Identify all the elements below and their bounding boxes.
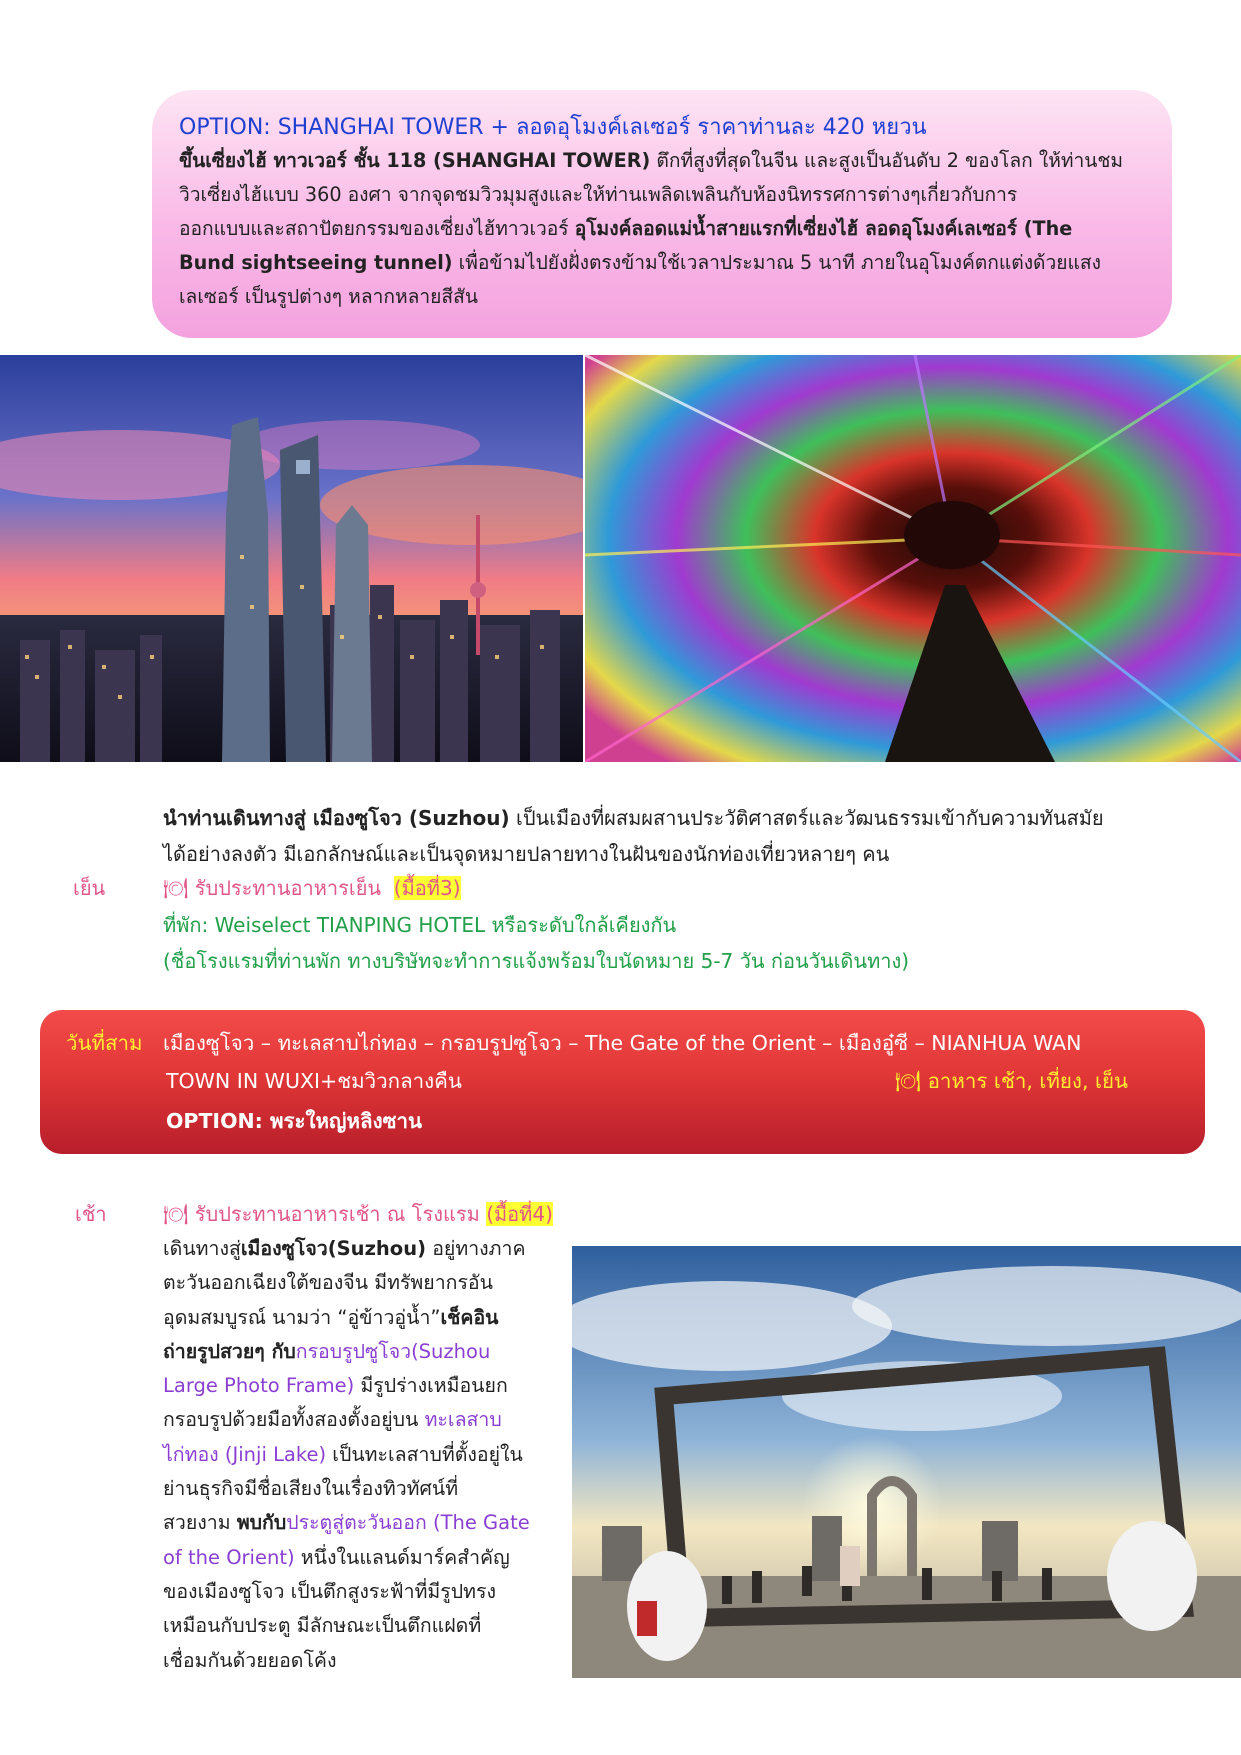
option-line-1: ขึ้นเซี่ยงไฮ้ ทาวเวอร์ ชั้น 118 (SHANGHAI TOWER) ตึกที่สูงที่สุดในจีน และสูงเป็นอันดับ 2 ของโลก ให้ท่านชม (179, 149, 1124, 172)
dinner-meal-line: 🍽 รับประทานอาหารเย็น (มื้อที่3) (163, 876, 461, 900)
evening-time-label: เย็น (73, 876, 106, 900)
meal-number-badge: (มื้อที่3) (393, 876, 461, 900)
suzhou-description (163, 1232, 530, 1678)
option-title: OPTION: SHANGHAI TOWER + ลอดอุโมงค์เลเซอร์ ราคาท่านละ 420 หยวน (179, 115, 927, 140)
morning-time-label: เช้า (75, 1202, 107, 1226)
shanghai-skyline-photo (0, 355, 583, 762)
desc-line: เหมือนกับประตู มีลักษณะเป็นตึกแฝดที่ (163, 1614, 482, 1638)
suzhou-photo-frame-photo (572, 1246, 1241, 1678)
desc-line: ตะวันออกเฉียงใต้ของจีน มีทรัพยากรอัน (163, 1271, 493, 1295)
desc-line: เชื่อมกันด้วยยอดโค้ง (163, 1648, 337, 1672)
desc-line: สวยงาม พบกับประตูสู่ตะวันออก (The Gate (163, 1511, 530, 1535)
option-box (152, 90, 1172, 338)
hotel-line: ที่พัก: Weiselect TIANPING HOTEL หรือระดับใกล้เคียงกัน (163, 913, 677, 937)
hotel-note: (ชื่อโรงแรมที่ท่านพัก ทางบริษัทจะทำการแจ้งพร้อมใบนัดหมาย 5-7 วัน ก่อนวันเดินทาง) (163, 949, 910, 973)
desc-line: กรอบรูปด้วยมือทั้งสองตั้งอยู่บน ทะเลสาบ (163, 1408, 502, 1432)
suzhou-intro-line-1: นำท่านเดินทางสู่ เมืองซูโจว (Suzhou) เป็นเมืองที่ผสมผสานประวัติศาสตร์และวัฒนธรรมเข้ากับความทันสมัย (163, 806, 1104, 830)
day-3-option: OPTION: พระใหญ่หลิงซาน (166, 1109, 423, 1133)
desc-line: ถ่ายรูปสวยๆ กับกรอบรูปซูโจว(Suzhou (163, 1339, 491, 1363)
dish-icon: 🍽 (163, 876, 189, 900)
desc-line: ของเมืองซูโจว เป็นตึกสูงระฟ้าที่มีรูปทรง (163, 1579, 496, 1603)
dish-icon: 🍽 (895, 1069, 922, 1093)
option-line-4: Bund sightseeing tunnel) เพื่อข้ามไปยังฝั่งตรงข้ามใช้เวลาประมาณ 5 นาที ภายในอุโมงค์ตกแต่งด้วยแสง (179, 251, 1101, 274)
day-3-label: วันที่สาม (66, 1031, 143, 1055)
day-3-route-line-1: เมืองซูโจว – ทะเลสาบไก่ทอง – กรอบรูปซูโจว – The Gate of the Orient – เมืองอู๋ซี – NIANHUA WAN (163, 1031, 1082, 1055)
desc-line: ไก่ทอง (Jinji Lake) เป็นทะเลสาบที่ตั้งอยู่ใน (163, 1442, 523, 1466)
option-line-5: เลเซอร์ เป็นรูปต่างๆ หลากหลายสีสัน (179, 285, 478, 308)
desc-line: of the Orient) หนึ่งในแลนด์มาร์คสำคัญ (163, 1545, 510, 1569)
option-line-3: ออกแบบและสถาปัตยกรรมของเซี่ยงไฮ้ทาวเวอร์ อุโมงค์ลอดแม่น้ำสายแรกที่เซี่ยงไฮ้ ลอดอุโมงค์เลเซอร์ (The (179, 217, 1073, 240)
laser-tunnel-photo (585, 355, 1241, 762)
breakfast-meal-line: 🍽 รับประทานอาหารเช้า ณ โรงแรม (มื้อที่4) (163, 1202, 553, 1226)
desc-line: อุดมสมบูรณ์ นามว่า “อู่ข้าวอู่น้ำ”เช็คอิน (163, 1305, 499, 1329)
day-3-route-line-2: TOWN IN WUXI+ชมวิวกลางคืน (166, 1069, 462, 1093)
desc-line: Large Photo Frame) มีรูปร่างเหมือนยก (163, 1374, 508, 1398)
dish-icon: 🍽 (163, 1202, 189, 1226)
option-line-2: วิวเซี่ยงไฮ้แบบ 360 องศา จากจุดชมวิวมุมสูงและให้ท่านเพลิดเพลินกับห้องนิทรรศการต่างๆเกี่ยวกับการ (179, 183, 1018, 206)
desc-line: ย่านธุรกิจมีชื่อเสียงในเรื่องทิวทัศน์ที่ (163, 1477, 459, 1501)
meal-number-badge: (มื้อที่4) (486, 1202, 553, 1226)
day-3-meals: 🍽 อาหาร เช้า, เที่ยง, เย็น (895, 1069, 1129, 1093)
suzhou-intro-line-2: ได้อย่างลงตัว มีเอกลักษณ์และเป็นจุดหมายปลายทางในฝันของนักท่องเที่ยวหลายๆ คน (163, 842, 890, 866)
desc-line: เดินทางสู่เมืองซูโจว(Suzhou) อยู่ทางภาค (163, 1237, 526, 1260)
